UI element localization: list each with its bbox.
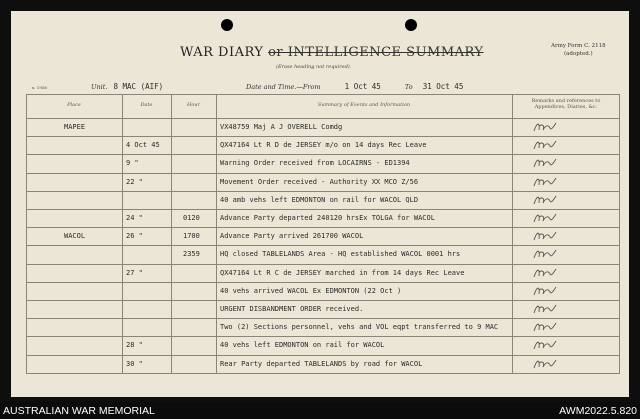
row-rule	[26, 173, 620, 174]
initials-mark	[532, 156, 558, 170]
form-number-text: Army Form C. 2118	[551, 43, 606, 49]
cell-hour: 2359	[183, 250, 200, 259]
row-rule	[26, 264, 620, 265]
unit-value: 8 MAC (AIF)	[113, 82, 164, 91]
initials-mark	[532, 338, 558, 352]
initials-mark	[532, 211, 558, 225]
cell-summary: QX47164 Lt R C de JERSEY marched in from 14 days Rec Leave	[220, 268, 465, 277]
cell-summary: Movement Order received - Authority XX MCO Z/56	[220, 177, 419, 186]
footer-accession: AWM2022.5.820	[559, 405, 637, 417]
cell-hour: 0120	[183, 214, 200, 222]
row-rule	[26, 300, 620, 301]
title-main: WAR DIARY	[180, 45, 264, 60]
cell-hour: 1700	[183, 232, 200, 241]
cell-summary: VX48759 Maj A J OVERELL Comdg	[220, 123, 343, 131]
cell-summary: Warning Order received from LOCAIRNS - ED1394	[220, 159, 410, 168]
cell-place: WACOL	[64, 232, 86, 241]
column-header-date: Date	[140, 102, 153, 108]
war-diary-sheet	[11, 11, 629, 397]
cell-date: 30 "	[126, 359, 143, 368]
cell-date: 4 Oct 45	[126, 141, 160, 150]
cell-summary: URGENT DISBANDMENT ORDER received.	[220, 305, 364, 313]
title-struck: or INTELLIGENCE SUMMARY	[268, 45, 484, 60]
cell-summary: 40 vehs arrived WACOL Ex EDMONTON (22 Oct )	[220, 286, 402, 295]
footer-credit: AUSTRALIAN WAR MEMORIAL	[3, 405, 155, 417]
initials-mark	[532, 138, 558, 152]
row-rule	[26, 136, 620, 137]
row-rule	[26, 245, 620, 246]
initials-mark	[532, 266, 558, 280]
row-rule	[26, 94, 620, 95]
punch-hole	[405, 19, 417, 31]
row-rule	[26, 318, 620, 319]
page-title	[180, 45, 484, 60]
cell-date: 9 "	[126, 159, 139, 168]
cell-summary: Two (2) Sections personnel, vehs and VOL eqpt transferred to 9 MAC	[220, 323, 499, 332]
row-rule	[26, 355, 620, 356]
form-code: x. 1958	[32, 85, 47, 90]
form-adopted-text: (adopted.)	[563, 51, 593, 57]
row-rule	[26, 227, 620, 228]
cell-summary: QX47164 Lt R D de JERSEY m/o on 14 days Rec Leave	[220, 141, 427, 150]
cell-summary: HQ closed TABLELANDS Area - HQ established WACOL 0001 hrs	[220, 250, 461, 259]
unit-label: Unit.	[91, 83, 108, 91]
initials-mark	[532, 284, 558, 298]
cell-summary: Advance Party arrived 261700 WACOL	[220, 232, 364, 241]
footer-bar	[0, 402, 640, 419]
form-number	[551, 42, 606, 58]
unit-field	[91, 82, 163, 91]
initials-mark	[532, 193, 558, 207]
cell-summary: Rear Party departed TABLELANDS by road for WACOL	[220, 359, 423, 368]
cell-date: 27 "	[126, 268, 143, 277]
column-header-remarks: Remarks and references to Appendices, Diaries, &c.	[531, 98, 601, 110]
row-rule	[26, 282, 620, 283]
column-header-summary: Summary of Events and Information	[317, 102, 411, 108]
initials-mark	[532, 302, 558, 316]
row-rule	[26, 154, 620, 155]
column-header-place: Place	[67, 102, 81, 108]
diary-table	[26, 94, 620, 374]
initials-mark	[532, 120, 558, 134]
cell-date: 24 "	[126, 214, 143, 222]
row-rule	[26, 373, 620, 374]
row-rule	[26, 336, 620, 337]
date-to-value: 31 Oct 45	[422, 82, 464, 91]
punch-hole	[221, 19, 233, 31]
initials-mark	[532, 229, 558, 243]
cell-place: MAPEE	[64, 123, 86, 131]
initials-mark	[532, 320, 558, 334]
date-to-label: To	[404, 83, 413, 91]
column-header-hour: Hour	[187, 102, 200, 108]
cell-date: 26 "	[126, 232, 143, 241]
initials-mark	[532, 175, 558, 189]
initials-mark	[532, 247, 558, 261]
cell-summary: Advance Party departed 240120 hrsEx TOLGA for WACOL	[220, 214, 435, 222]
cell-date: 22 "	[126, 177, 143, 186]
date-from-value: 1 Oct 45	[344, 82, 381, 91]
cell-summary: 40 amb vehs left EDMONTON on rail for WACOL QLD	[220, 195, 419, 204]
initials-mark	[532, 357, 558, 371]
row-rule	[26, 191, 620, 192]
date-label: Date and Time.—From	[246, 83, 321, 91]
date-range-field	[246, 82, 463, 91]
row-rule	[26, 209, 620, 210]
cell-date: 28 "	[126, 341, 143, 350]
row-rule	[26, 118, 620, 119]
cell-summary: 40 vehs left EDMONTON on rail for WACOL	[220, 341, 385, 350]
title-note: (Erase heading not required).	[276, 64, 352, 70]
